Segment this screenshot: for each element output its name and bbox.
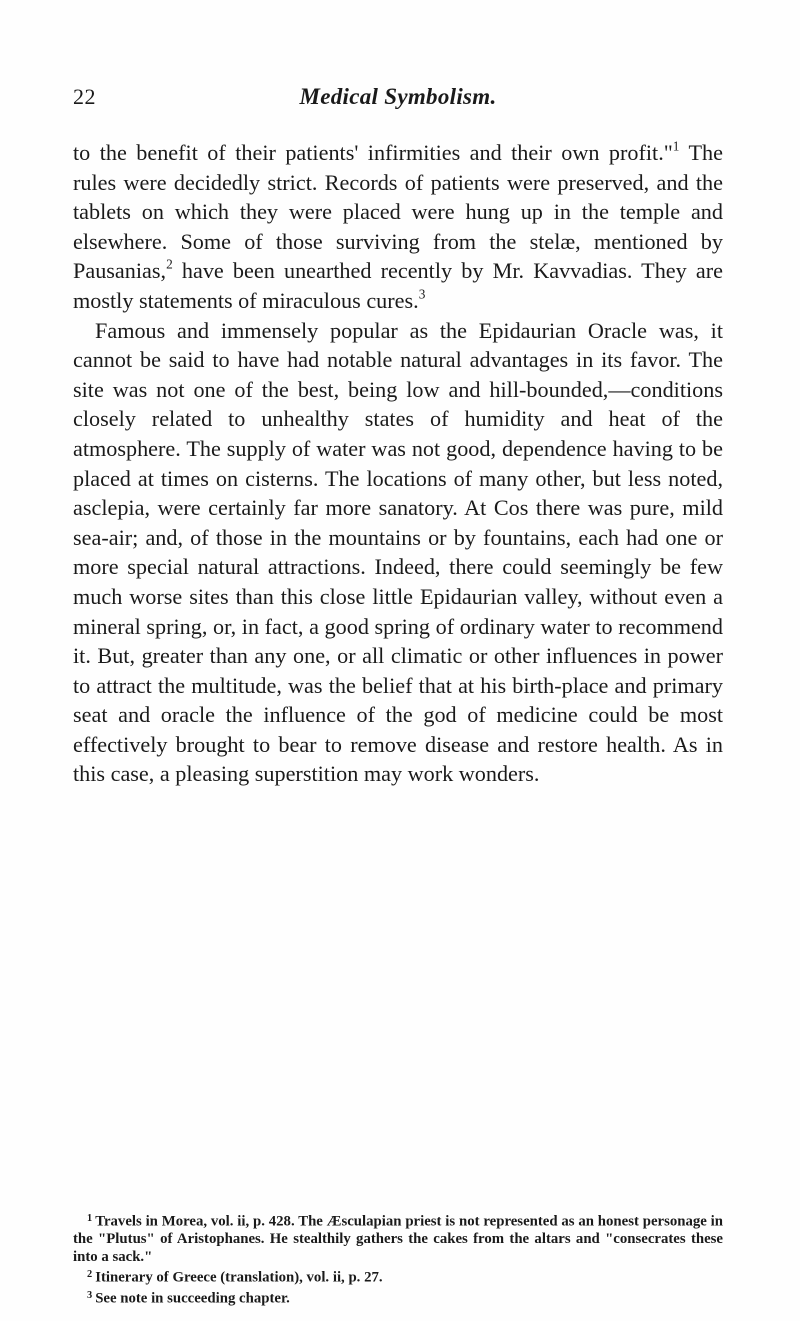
page-header (73, 84, 723, 116)
paragraph-1-text-c: have been unearthed recently by Mr. Kavvadias. They are mostly statements of miraculous cures. (73, 258, 723, 313)
footnote-1 (73, 1210, 723, 1266)
paragraph-1-text-b: The rules were decidedly strict. Records of patients were preserved, and the tablets on which they were placed were hung up in the temple and elsewhere. Some of those surviving from the stelæ, mentioned by Pausanias, (73, 140, 723, 284)
footnote-2 (73, 1266, 723, 1287)
footnote-ref-1: 1 (672, 138, 680, 154)
footnote-3-mark: 3 (87, 1290, 93, 1302)
paragraph-2: Famous and immensely popular as the Epidaurian Oracle was, it cannot be said to have had notable natural advantages in its favor. The site was not one of the best, being low and hill-bounded,—conditions closely related to unhealthy states of humidity and heat of the atmosphere. The supply of water was not good, dependence having to be placed at times on cisterns. The locations of many other, but less noted, asclepia, were certainly far more sanatory. At Cos there was pure, mild sea-air; and, of those in the mountains or by fountains, each had one or more special natural attractions. Indeed, there could seemingly be few much worse sites than this close little Epidaurian valley, without even a mineral spring, or, in fact, a good spring of ordinary water to recommend it. But, greater than any one, or all climatic or other influences in power to attract the multitude, was the belief that at his birth-place and primary seat and oracle the influence of the god of medicine could be most effectively brought to bear to remove disease and restore health. As in this case, a pleasing superstition may work wonders. (73, 317, 723, 787)
footnote-ref-3: 3 (418, 286, 426, 302)
footnote-ref-2: 2 (166, 257, 173, 273)
running-title: Medical Symbolism. (299, 84, 497, 109)
body-text (73, 138, 723, 789)
footnote-2-text: Itinerary of Greece (translation), vol. ii, p. 27. (95, 1269, 383, 1286)
footnote-3-text: See note in succeeding chapter. (95, 1290, 290, 1307)
footnote-1-text: Travels in Morea, vol. ii, p. 428. The Æsculapian priest is not represented as an honest personage in the "Plutus" of Aristophanes. He stealthily gathers the cakes from the altars and "consecrates these into a sack." (73, 1213, 723, 1265)
footnote-1-mark: 1 (87, 1213, 93, 1224)
page-number: 22 (73, 84, 96, 109)
paragraph-1 (73, 138, 723, 316)
paragraph-1-text-a: to the benefit of their patients' infirmities and their own profit." (73, 140, 673, 165)
footnotes (73, 1210, 723, 1308)
footnote-3 (73, 1287, 723, 1308)
footnote-2-mark: 2 (87, 1269, 93, 1281)
